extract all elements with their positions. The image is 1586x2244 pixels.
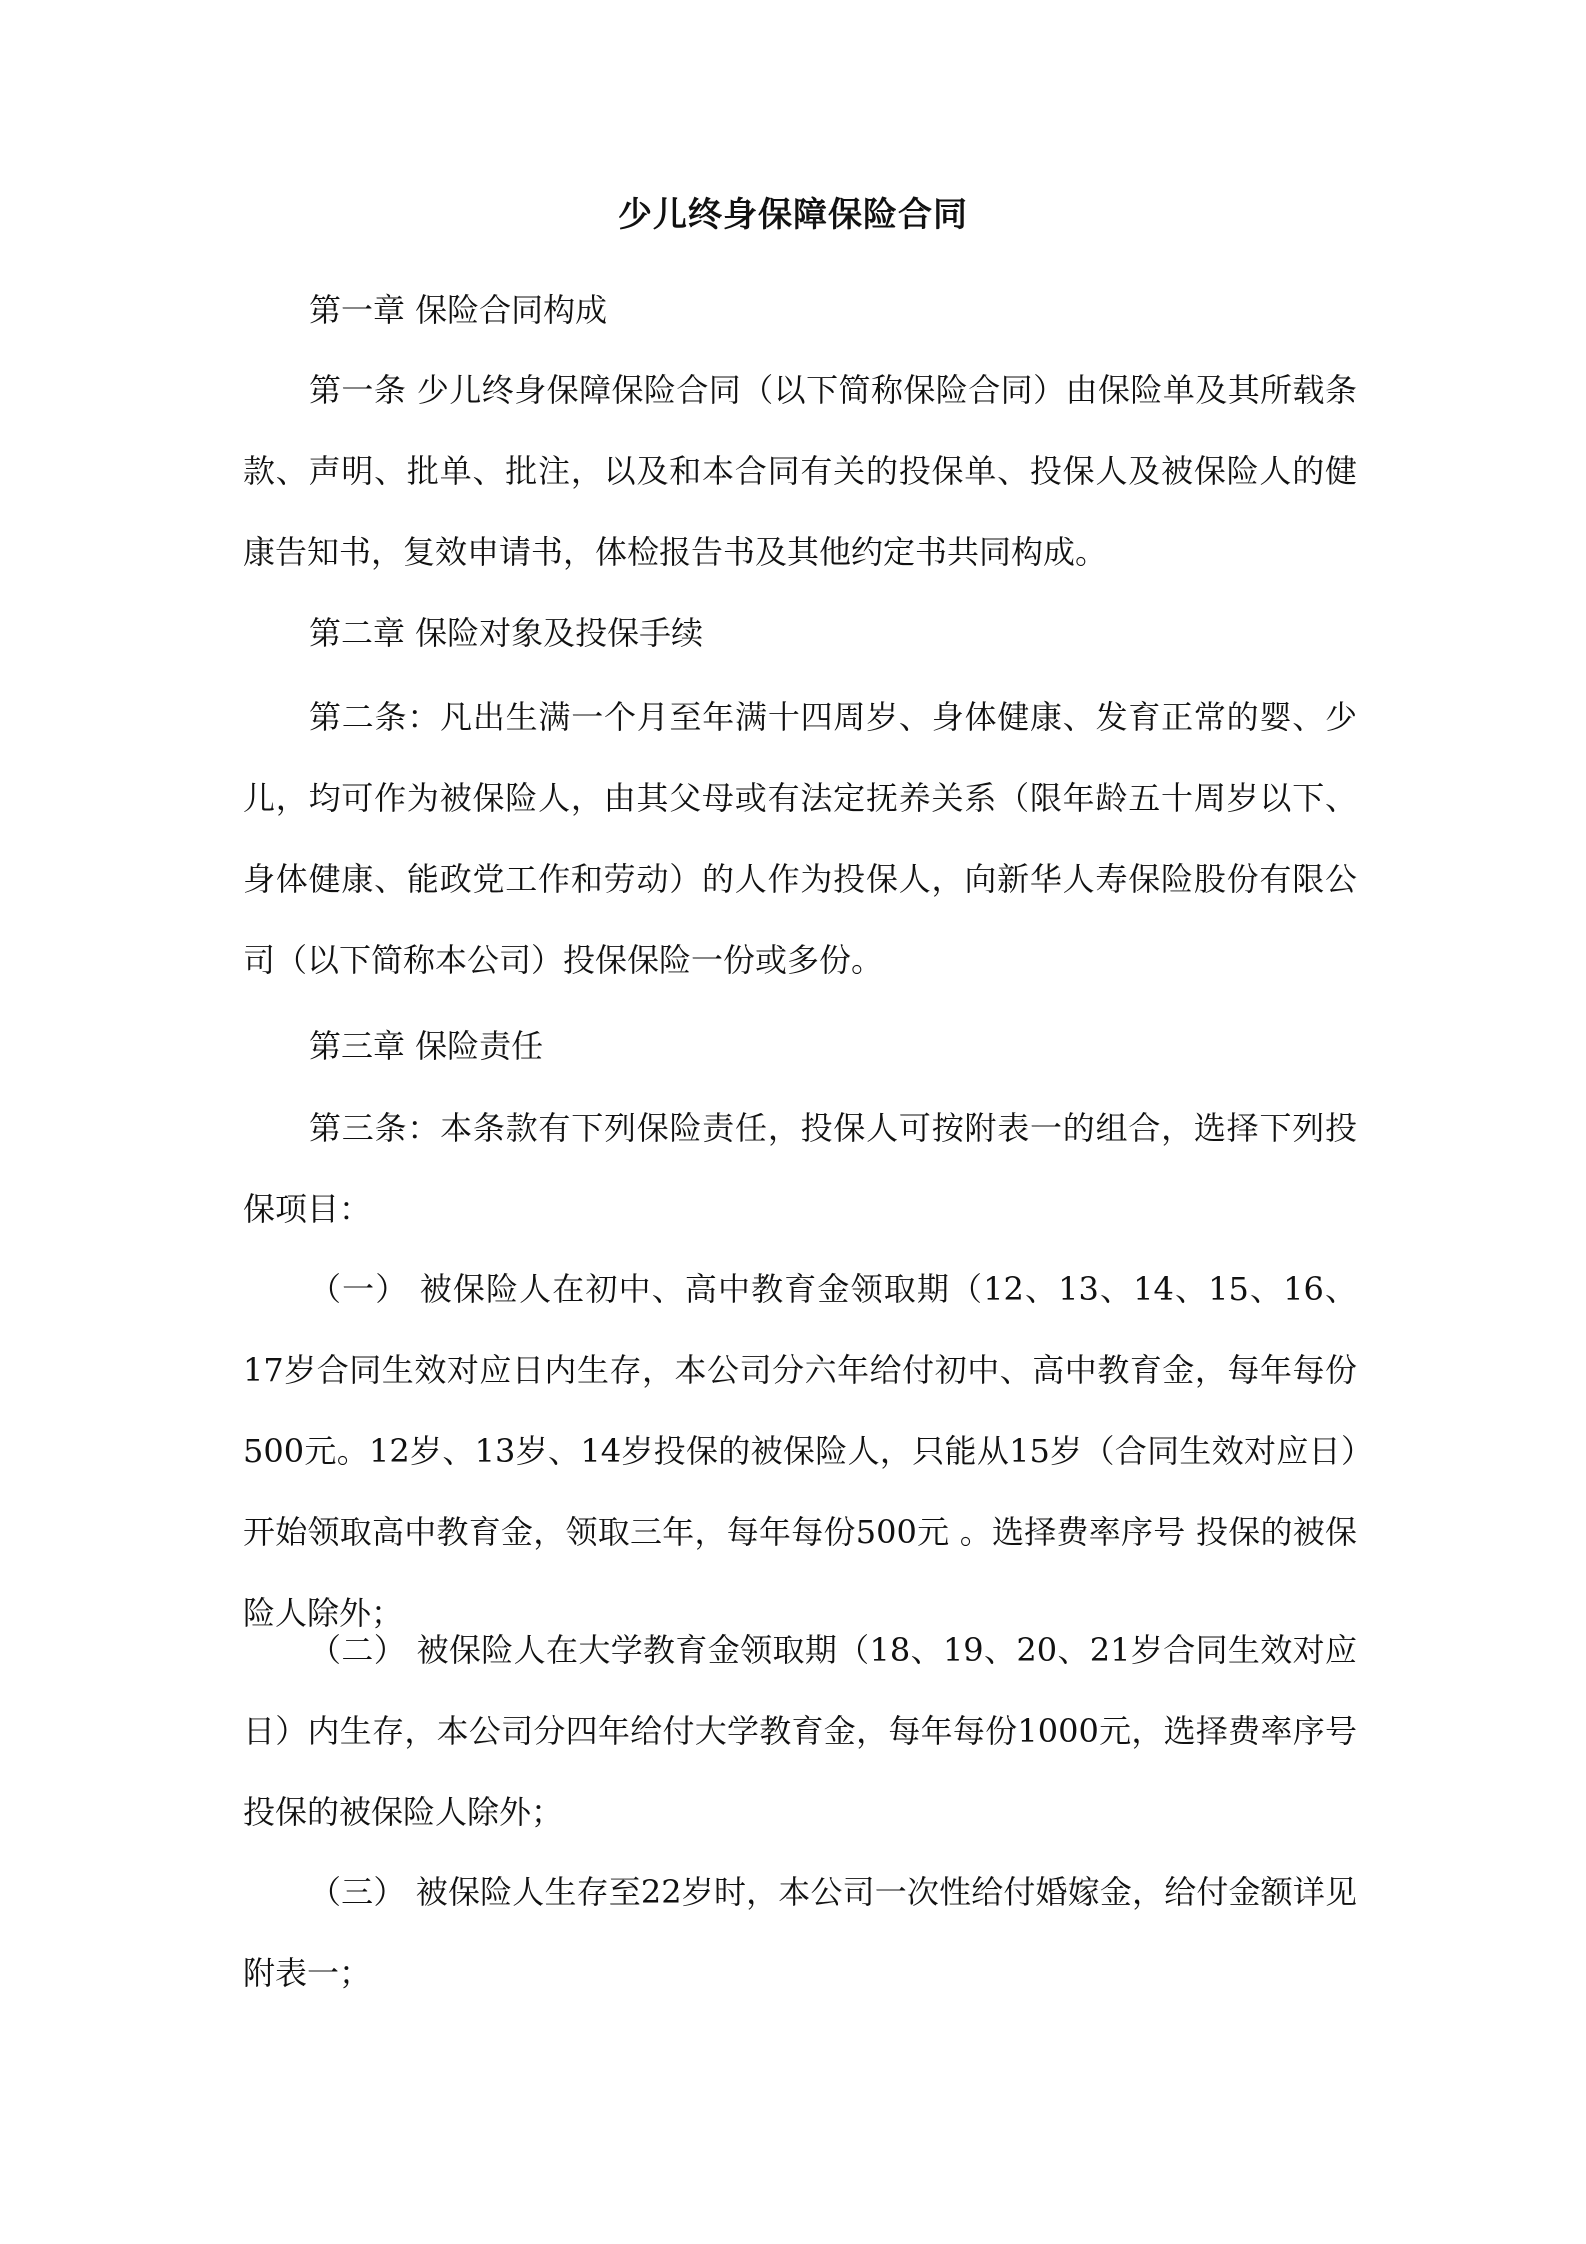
chapter-2-heading: 第二章 保险对象及投保手续: [309, 614, 704, 652]
coverage-item-1: （一） 被保险人在初中、高中教育金领取期（12、13、14、15、16、17岁合同生效对应日内生存，本公司分六年给付初中、高中教育金，每年每份500元。12岁、13岁、14岁投保的被保险人，只能从15岁（合同生效对应日）开始领取高中教育金，领取三年，每年每份500元 。选择费率序号 投保的被保险人除外；: [243, 1270, 1357, 1632]
article-3-paragraph: 第三条：本条款有下列保险责任，投保人可按附表一的组合，选择下列投保项目：: [243, 1109, 1357, 1228]
document-title: 少儿终身保障保险合同: [618, 195, 968, 235]
coverage-item-3: （三） 被保险人生存至22岁时，本公司一次性给付婚嫁金，给付金额详见附表一；: [243, 1873, 1357, 1992]
chapter-3-heading: 第三章 保险责任: [309, 1027, 544, 1065]
article-1-paragraph: 第一条 少儿终身保障保险合同（以下简称保险合同）由保险单及其所载条款、声明、批单、批注，以及和本合同有关的投保单、投保人及被保险人的健康告知书，复效申请书，体检报告书及其他约定书共同构成。: [243, 371, 1357, 571]
chapter-1-heading: 第一章 保险合同构成: [309, 291, 608, 329]
coverage-item-2: （二） 被保险人在大学教育金领取期（18、19、20、21岁合同生效对应日）内生存，本公司分四年给付大学教育金，每年每份1000元，选择费率序号 投保的被保险人除外；: [243, 1631, 1357, 1831]
article-2-paragraph: 第二条：凡出生满一个月至年满十四周岁、身体健康、发育正常的婴、少儿，均可作为被保险人，由其父母或有法定抚养关系（限年龄五十周岁以下、身体健康、能政党工作和劳动）的人作为投保人，向新华人寿保险股份有限公司（以下简称本公司）投保保险一份或多份。: [243, 698, 1357, 979]
